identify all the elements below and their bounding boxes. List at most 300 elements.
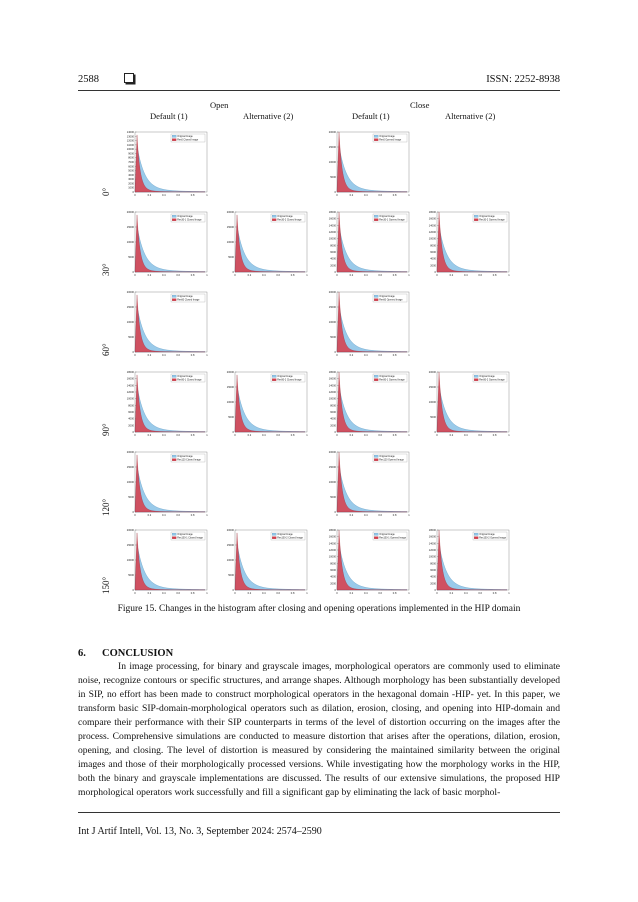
y-tick-label: 0 xyxy=(132,511,134,514)
y-tick-label: 15000 xyxy=(428,386,436,389)
y-tick-label: 18000 xyxy=(328,211,336,214)
x-tick-label: 0.2 xyxy=(147,194,152,197)
header-rule xyxy=(78,90,560,91)
y-tick-label: 13000 xyxy=(126,135,134,139)
y-tick-label: 4000 xyxy=(330,257,336,261)
y-tick-label: 14000 xyxy=(126,131,134,134)
original-histogram xyxy=(334,466,407,514)
y-tick-label: 18000 xyxy=(328,371,336,374)
x-tick-label: 0.2 xyxy=(349,194,354,197)
y-tick-label: 20000 xyxy=(126,211,134,214)
y-tick-label: 8000 xyxy=(430,562,436,566)
x-tick-label: 0.2 xyxy=(247,592,252,595)
y-tick-label: 0 xyxy=(334,191,336,194)
y-tick-label: 16000 xyxy=(328,217,336,221)
legend-label: Original Image xyxy=(479,533,495,537)
x-tick-label: 0 xyxy=(436,274,438,277)
x-tick-label: 0 xyxy=(336,434,338,437)
y-tick-label: 8000 xyxy=(330,404,336,408)
histogram-plot xyxy=(320,128,412,202)
legend-label: Original Image xyxy=(177,375,193,379)
histogram-plot xyxy=(218,368,310,442)
y-tick-label: 10000 xyxy=(328,237,336,241)
x-tick-label: 0.4 xyxy=(161,354,166,357)
histogram-plot xyxy=(420,368,512,442)
legend-label: Original Image xyxy=(379,135,395,139)
footer-rule xyxy=(78,812,560,813)
conclusion-paragraph: In image processing, for binary and grayscale images, morphological operators are commonly used to eliminate noise, recognize contours or specific structures, and arrange shapes. Although morphology has been substantially developed in SIP, no effort has been made to construct morphological operators in the hexagonal domain -HIP- yet. In this paper, we transform basic SIP-domain-morphological operators such as dilation, erosion, closing, and opening into HIP-domain and compare their performance with their SIP counterparts in terms of the level of distortion occurring on the images after the process. Comprehensive simulations are conducted to measure distortion that arises after the operations, dilation, erosion, opening, and closing. The level of distortion is measured by considering the maintained similarity between the original images and those of their morphologically processed versions. While investigating how the morphology works in the HIP, both the binary and grayscale implementations are discussed. The results of our extensive simulations, the proposed HIP morphological operators work successfully and fill a significant gap by eliminating the lack of basic morphol- xyxy=(78,661,560,798)
y-tick-label: 20000 xyxy=(328,451,336,454)
section-number: 6. xyxy=(78,648,86,659)
original-histogram xyxy=(132,226,205,274)
y-tick-label: 20000 xyxy=(328,291,336,294)
y-tick-label: 2000 xyxy=(128,424,134,428)
x-tick-label: 0.2 xyxy=(349,434,354,437)
y-tick-label: 8000 xyxy=(128,404,134,408)
x-tick-label: 0.8 xyxy=(392,354,397,357)
x-tick-label: 0.4 xyxy=(261,434,266,437)
x-tick-label: 1 xyxy=(408,194,410,197)
legend-label: Res30-2 Closed Image xyxy=(277,218,302,222)
x-tick-label: 0.4 xyxy=(363,592,368,595)
y-tick-label: 0 xyxy=(232,271,234,274)
legend-label: Original Image xyxy=(479,375,495,379)
x-tick-label: 0.8 xyxy=(492,592,497,595)
legend-label: Original Image xyxy=(379,533,395,537)
y-tick-label: 4000 xyxy=(128,173,134,177)
x-tick-label: 0 xyxy=(234,274,236,277)
y-tick-label: 12000 xyxy=(126,391,134,394)
y-tick-label: 10000 xyxy=(328,397,336,401)
x-tick-label: 0.8 xyxy=(492,274,497,277)
x-tick-label: 0 xyxy=(234,592,236,595)
x-tick-label: 0.4 xyxy=(161,194,166,197)
x-tick-label: 1 xyxy=(408,514,410,517)
original-histogram xyxy=(334,544,407,592)
y-tick-label: 16000 xyxy=(428,217,436,221)
row-angle-label: 150° xyxy=(101,576,111,594)
x-tick-label: 0.2 xyxy=(147,354,152,357)
y-tick-label: 5000 xyxy=(128,336,134,339)
y-tick-label: 5000 xyxy=(128,574,134,577)
x-tick-label: 0.6 xyxy=(276,274,281,277)
y-tick-label: 6000 xyxy=(330,251,336,254)
checkbox-square-icon xyxy=(124,73,134,83)
x-tick-label: 1 xyxy=(206,194,208,197)
histogram-plot xyxy=(420,208,512,282)
section-body xyxy=(78,660,560,800)
y-tick-label: 0 xyxy=(132,351,134,354)
y-tick-label: 0 xyxy=(132,431,134,434)
y-tick-label: 7000 xyxy=(128,161,134,164)
legend-label: Res90-1 Closed Image xyxy=(177,378,202,382)
legend-label: Res90-2 Closed Image xyxy=(277,378,302,382)
x-tick-label: 1 xyxy=(206,514,208,517)
x-tick-label: 1 xyxy=(408,434,410,437)
y-tick-label: 10000 xyxy=(328,481,336,484)
y-tick-label: 8000 xyxy=(128,156,134,160)
row-angle-label: 30° xyxy=(101,263,111,276)
y-tick-label: 14000 xyxy=(328,542,336,546)
x-tick-label: 1 xyxy=(206,274,208,277)
original-histogram xyxy=(232,544,305,592)
y-tick-label: 20000 xyxy=(126,451,134,454)
x-tick-label: 0.4 xyxy=(363,194,368,197)
legend-label: Res0 Closed Image xyxy=(177,138,199,142)
y-tick-label: 10000 xyxy=(126,148,134,152)
x-tick-label: 0.8 xyxy=(190,514,195,517)
x-tick-label: 0 xyxy=(336,592,338,595)
x-tick-label: 0.6 xyxy=(478,274,483,277)
x-tick-label: 0 xyxy=(336,274,338,277)
y-tick-label: 14000 xyxy=(126,384,134,388)
y-tick-label: 12000 xyxy=(328,549,336,552)
x-tick-label: 1 xyxy=(508,274,510,277)
y-tick-label: 4000 xyxy=(430,257,436,261)
histogram-plot xyxy=(118,208,210,282)
x-tick-label: 0.2 xyxy=(449,274,454,277)
x-tick-label: 0.6 xyxy=(276,592,281,595)
y-tick-label: 0 xyxy=(434,431,436,434)
x-tick-label: 0.8 xyxy=(190,354,195,357)
y-tick-label: 20000 xyxy=(428,371,436,374)
y-tick-label: 5000 xyxy=(430,416,436,419)
x-tick-label: 0 xyxy=(436,434,438,437)
x-tick-label: 0.8 xyxy=(392,434,397,437)
legend-label: Res90-2 Opened Image xyxy=(479,378,505,382)
subcolumn-label: Default (1) xyxy=(150,111,188,121)
y-tick-label: 10000 xyxy=(126,321,134,324)
y-tick-label: 20000 xyxy=(226,529,234,532)
x-tick-label: 0.2 xyxy=(349,514,354,517)
row-angle-label: 90° xyxy=(101,423,111,436)
histogram-plot xyxy=(320,526,412,600)
y-tick-label: 10000 xyxy=(226,559,234,562)
histogram-plot xyxy=(320,208,412,282)
y-tick-label: 3000 xyxy=(128,178,134,182)
y-tick-label: 0 xyxy=(434,271,436,274)
y-tick-label: 15000 xyxy=(226,386,234,389)
x-tick-label: 1 xyxy=(508,592,510,595)
y-tick-label: 4000 xyxy=(430,575,436,579)
x-tick-label: 0.6 xyxy=(478,434,483,437)
y-tick-label: 8000 xyxy=(430,244,436,248)
x-tick-label: 0.4 xyxy=(363,434,368,437)
histogram-plot xyxy=(118,288,210,362)
x-tick-label: 1 xyxy=(408,354,410,357)
legend-label: Res150-1 Opened Image xyxy=(379,536,407,540)
x-tick-label: 0.4 xyxy=(463,434,468,437)
y-tick-label: 5000 xyxy=(128,169,134,173)
x-tick-label: 0.2 xyxy=(147,274,152,277)
y-tick-label: 10000 xyxy=(328,161,336,164)
x-tick-label: 0.2 xyxy=(247,434,252,437)
x-tick-label: 0.6 xyxy=(276,434,281,437)
legend-label: Res60 Closed Image xyxy=(177,298,200,302)
y-tick-label: 6000 xyxy=(430,569,436,572)
x-tick-label: 1 xyxy=(306,274,308,277)
y-tick-label: 0 xyxy=(232,589,234,592)
legend-label: Original Image xyxy=(277,215,293,219)
y-tick-label: 5000 xyxy=(330,176,336,179)
y-tick-label: 12000 xyxy=(328,391,336,394)
y-tick-label: 0 xyxy=(334,431,336,434)
y-tick-label: 0 xyxy=(232,431,234,434)
issn: ISSN: 2252-8938 xyxy=(486,74,560,85)
histogram-plot xyxy=(218,526,310,600)
y-tick-label: 5000 xyxy=(128,496,134,499)
legend-label: Res30-1 Opened Image xyxy=(379,218,405,222)
x-tick-label: 0.2 xyxy=(449,592,454,595)
y-tick-label: 8000 xyxy=(330,244,336,248)
x-tick-label: 1 xyxy=(408,592,410,595)
row-angle-label: 0° xyxy=(101,187,111,196)
x-tick-label: 0 xyxy=(134,514,136,517)
x-tick-label: 0.8 xyxy=(290,592,295,595)
legend-label: Res30-2 Opened Image xyxy=(479,218,505,222)
y-tick-label: 20000 xyxy=(126,291,134,294)
y-tick-label: 2000 xyxy=(430,582,436,586)
legend-label: Original Image xyxy=(177,455,193,459)
x-tick-label: 0.4 xyxy=(161,592,166,595)
y-tick-label: 14000 xyxy=(428,224,436,228)
y-tick-label: 12000 xyxy=(126,139,134,143)
y-tick-label: 0 xyxy=(334,271,336,274)
y-tick-label: 15000 xyxy=(126,544,134,547)
y-tick-label: 20000 xyxy=(226,211,234,214)
y-tick-label: 2000 xyxy=(330,582,336,586)
y-tick-label: 6000 xyxy=(430,251,436,254)
x-tick-label: 0.6 xyxy=(378,274,383,277)
y-tick-label: 0 xyxy=(334,589,336,592)
x-tick-label: 0 xyxy=(234,434,236,437)
x-tick-label: 0.2 xyxy=(449,434,454,437)
y-tick-label: 1000 xyxy=(128,186,134,190)
histogram-plot xyxy=(320,448,412,522)
y-tick-label: 18000 xyxy=(428,529,436,532)
y-tick-label: 0 xyxy=(434,589,436,592)
y-tick-label: 8000 xyxy=(330,562,336,566)
x-tick-label: 0.6 xyxy=(176,354,181,357)
y-tick-label: 16000 xyxy=(328,377,336,381)
y-tick-label: 10000 xyxy=(126,397,134,401)
x-tick-label: 0.6 xyxy=(176,274,181,277)
legend-label: Original Image xyxy=(379,455,395,459)
x-tick-label: 0.8 xyxy=(392,514,397,517)
histogram-plot xyxy=(118,526,210,600)
legend-label: Original Image xyxy=(479,215,495,219)
y-tick-label: 14000 xyxy=(328,224,336,228)
y-tick-label: 0 xyxy=(132,589,134,592)
y-tick-label: 5000 xyxy=(330,496,336,499)
x-tick-label: 0 xyxy=(436,592,438,595)
x-tick-label: 0.4 xyxy=(161,434,166,437)
x-tick-label: 0.4 xyxy=(261,274,266,277)
x-tick-label: 0.6 xyxy=(478,592,483,595)
legend-label: Original Image xyxy=(277,533,293,537)
y-tick-label: 10000 xyxy=(328,321,336,324)
original-histogram xyxy=(334,226,407,274)
y-tick-label: 11000 xyxy=(126,143,134,147)
x-tick-label: 0.2 xyxy=(349,274,354,277)
x-tick-label: 0 xyxy=(134,194,136,197)
y-tick-label: 10000 xyxy=(226,401,234,404)
y-tick-label: 10000 xyxy=(126,241,134,244)
legend-label: Original Image xyxy=(379,375,395,379)
page-number: 2588 xyxy=(78,74,99,85)
x-tick-label: 0.8 xyxy=(190,274,195,277)
y-tick-label: 9000 xyxy=(128,152,134,156)
x-tick-label: 0.6 xyxy=(378,194,383,197)
x-tick-label: 0.6 xyxy=(176,514,181,517)
y-tick-label: 4000 xyxy=(330,575,336,579)
y-tick-label: 18000 xyxy=(126,371,134,374)
y-tick-label: 0 xyxy=(132,191,134,194)
x-tick-label: 0 xyxy=(134,434,136,437)
x-tick-label: 0 xyxy=(134,354,136,357)
y-tick-label: 4000 xyxy=(128,417,134,421)
figure-caption: Figure 15. Changes in the histogram after closing and opening operations implemented in the HIP domain xyxy=(117,604,521,614)
original-histogram xyxy=(232,386,305,434)
x-tick-label: 0.2 xyxy=(349,354,354,357)
legend-label: Res120 Opened Image xyxy=(379,458,404,462)
x-tick-label: 0.2 xyxy=(247,274,252,277)
y-tick-label: 12000 xyxy=(428,231,436,234)
x-tick-label: 0 xyxy=(336,354,338,357)
histogram-plot xyxy=(118,368,210,442)
x-tick-label: 0.8 xyxy=(392,274,397,277)
x-tick-label: 0 xyxy=(336,514,338,517)
y-tick-label: 15000 xyxy=(328,466,336,469)
x-tick-label: 0.8 xyxy=(392,592,397,595)
y-tick-label: 10000 xyxy=(328,555,336,559)
y-tick-label: 5000 xyxy=(228,416,234,419)
x-tick-label: 0.6 xyxy=(378,354,383,357)
x-tick-label: 1 xyxy=(206,434,208,437)
legend-label: Res0 Opened Image xyxy=(379,138,402,142)
group-label-open: Open xyxy=(210,100,229,110)
legend-label: Original Image xyxy=(177,135,193,139)
legend-label: Res150-2 Opened Image xyxy=(479,536,507,540)
x-tick-label: 0.6 xyxy=(378,434,383,437)
x-tick-label: 0.4 xyxy=(363,354,368,357)
original-histogram xyxy=(132,306,205,354)
x-tick-label: 0.2 xyxy=(147,514,152,517)
y-tick-label: 16000 xyxy=(126,377,134,381)
y-tick-label: 16000 xyxy=(328,535,336,539)
x-tick-label: 0.6 xyxy=(176,592,181,595)
y-tick-label: 15000 xyxy=(328,146,336,149)
y-tick-label: 14000 xyxy=(328,384,336,388)
x-tick-label: 1 xyxy=(306,592,308,595)
x-tick-label: 0.8 xyxy=(190,592,195,595)
y-tick-label: 5000 xyxy=(228,256,234,259)
y-tick-label: 12000 xyxy=(428,549,436,552)
y-tick-label: 16000 xyxy=(428,535,436,539)
y-tick-label: 12000 xyxy=(328,231,336,234)
y-tick-label: 0 xyxy=(132,271,134,274)
y-tick-label: 6000 xyxy=(128,411,134,414)
legend-label: Original Image xyxy=(177,215,193,219)
y-tick-label: 0 xyxy=(334,511,336,514)
x-tick-label: 1 xyxy=(206,354,208,357)
y-tick-label: 20000 xyxy=(226,371,234,374)
x-tick-label: 0.4 xyxy=(463,592,468,595)
legend-label: Res90-1 Opened Image xyxy=(379,378,405,382)
y-tick-label: 20000 xyxy=(126,529,134,532)
x-tick-label: 0.4 xyxy=(261,592,266,595)
x-tick-label: 0.4 xyxy=(463,274,468,277)
original-histogram xyxy=(132,466,205,514)
original-histogram xyxy=(232,226,305,274)
x-tick-label: 0 xyxy=(134,592,136,595)
y-tick-label: 5000 xyxy=(128,256,134,259)
x-tick-label: 1 xyxy=(508,434,510,437)
x-tick-label: 0.4 xyxy=(363,274,368,277)
subcolumn-label: Alternative (2) xyxy=(243,111,294,121)
x-tick-label: 1 xyxy=(408,274,410,277)
histogram-plot xyxy=(320,288,412,362)
section-title: CONCLUSION xyxy=(102,648,174,659)
y-tick-label: 18000 xyxy=(428,211,436,214)
group-label-close: Close xyxy=(410,100,430,110)
y-tick-label: 6000 xyxy=(330,569,336,572)
y-tick-label: 10000 xyxy=(428,237,436,241)
y-tick-label: 15000 xyxy=(126,466,134,469)
row-angle-label: 60° xyxy=(101,343,111,356)
legend-label: Original Image xyxy=(177,533,193,537)
x-tick-label: 1 xyxy=(306,434,308,437)
original-histogram xyxy=(434,544,507,592)
y-tick-label: 2000 xyxy=(330,424,336,428)
y-tick-label: 2000 xyxy=(128,182,134,186)
x-tick-label: 1 xyxy=(206,592,208,595)
y-tick-label: 10000 xyxy=(226,241,234,244)
subcolumn-label: Alternative (2) xyxy=(445,111,496,121)
original-histogram xyxy=(434,226,507,274)
y-tick-label: 2000 xyxy=(330,264,336,268)
y-tick-label: 15000 xyxy=(126,226,134,229)
y-tick-label: 10000 xyxy=(428,555,436,559)
histogram-plot xyxy=(218,208,310,282)
row-angle-label: 120° xyxy=(101,498,111,516)
x-tick-label: 0.4 xyxy=(363,514,368,517)
x-tick-label: 0.8 xyxy=(190,194,195,197)
x-tick-label: 0.8 xyxy=(190,434,195,437)
original-histogram xyxy=(334,386,407,434)
y-tick-label: 5000 xyxy=(330,336,336,339)
y-tick-label: 5000 xyxy=(228,574,234,577)
histogram-plot xyxy=(320,368,412,442)
legend-label: Res120 Closed Image xyxy=(177,458,201,462)
y-tick-label: 4000 xyxy=(330,417,336,421)
y-tick-label: 14000 xyxy=(428,542,436,546)
y-tick-label: 6000 xyxy=(330,411,336,414)
subcolumn-label: Default (1) xyxy=(352,111,390,121)
y-tick-label: 15000 xyxy=(328,306,336,309)
original-histogram xyxy=(132,544,205,592)
histogram-plot xyxy=(118,128,210,202)
x-tick-label: 0.8 xyxy=(290,274,295,277)
x-tick-label: 0 xyxy=(134,274,136,277)
legend-label: Res60 Opened Image xyxy=(379,298,403,302)
original-histogram xyxy=(334,306,407,354)
legend-label: Original Image xyxy=(177,295,193,299)
original-histogram xyxy=(132,146,205,194)
y-tick-label: 15000 xyxy=(226,544,234,547)
section-heading xyxy=(78,648,173,659)
original-histogram xyxy=(434,386,507,434)
